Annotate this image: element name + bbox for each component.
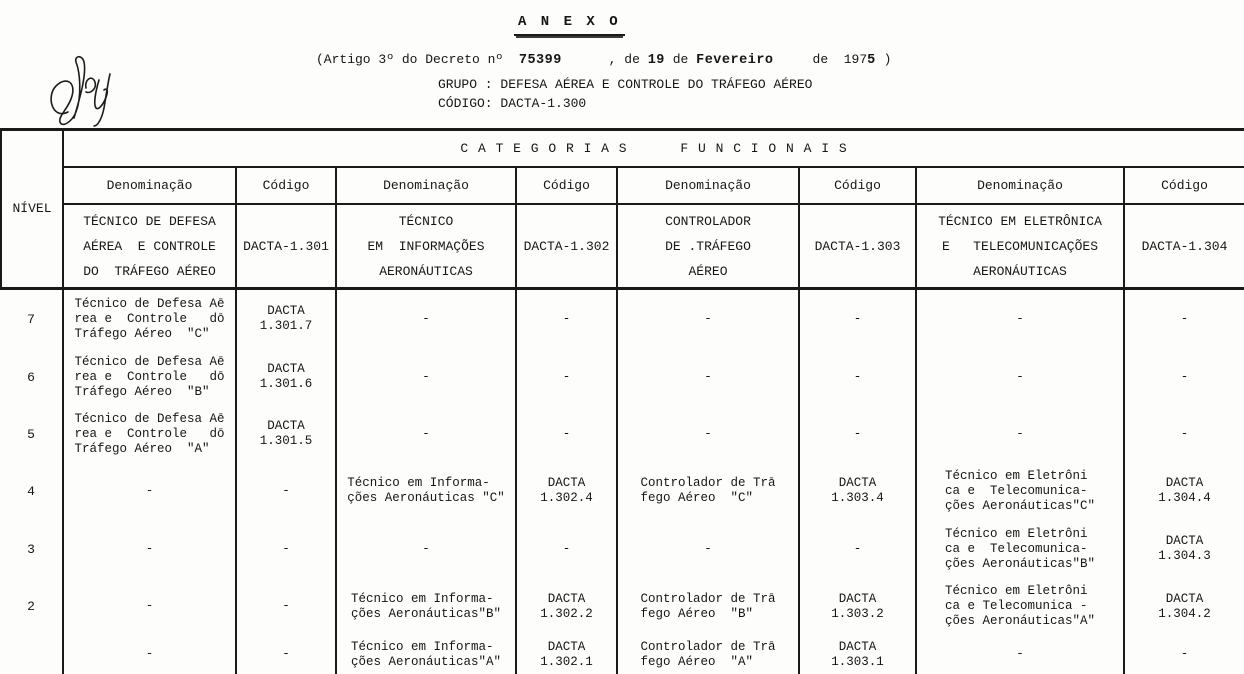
nivel-cell-text: 3 [27,541,35,557]
denomination-cell-text: Controlador de Trā fego Aéreo "B" [640,591,776,621]
denomination-cell-text: - [422,369,430,384]
artigo-preprinted-text: , de [561,52,648,67]
denomination-cell-text: - [1016,311,1024,326]
code-cell-text: DACTA 1.303.2 [831,591,884,621]
code-cell-text: - [562,541,571,556]
code-cell [800,635,917,674]
code-cell [800,406,917,462]
nivel-cell [0,635,64,674]
artigo-preprinted-text: ) [875,52,892,67]
nivel-cell-text: 4 [27,483,35,499]
code-cell-text: DACTA 1.302.1 [540,639,593,669]
nivel-cell [0,462,64,520]
group-code-cell-text: DACTA-1.303 [814,238,901,254]
denomination-cell [64,578,237,635]
denomination-cell-text: - [145,483,154,498]
group-denomination-cell [64,205,237,290]
denomination-cell-text: Técnico em Eletrôni ca e Telecomunica - ções Aeronáuticas"A" [944,584,1096,628]
denomination-cell [64,635,237,674]
artigo-preprinted-text: de [664,52,697,67]
group-code-cell-text: DACTA-1.301 [243,238,329,254]
code-cell [237,406,337,462]
artigo-line [316,52,891,68]
nivel-cell [0,578,64,635]
code-cell [517,348,618,406]
categorias-header-text: C A T E G O R I A S F U N C I O N A I S [460,141,848,156]
denomination-cell-text: Técnico em Eletrôni ca e Telecomunica- ções Aeronáuticas"B" [944,526,1096,571]
column-header-denominacao-text: Denominação [383,177,469,193]
code-cell [800,290,917,348]
denomination-cell-text: - [704,426,712,441]
code-cell-text: DACTA 1.304.4 [1158,476,1211,505]
categorias-table [0,128,1244,674]
code-cell-text: - [853,541,862,556]
denomination-cell [337,635,517,674]
code-cell [1125,520,1244,578]
denomination-cell [917,348,1125,406]
group-code-cell-text: DACTA-1.302 [523,238,610,254]
code-cell [1125,348,1244,406]
column-header-denominacao-text: Denominação [665,177,751,193]
code-cell [1125,635,1244,674]
denomination-cell [917,462,1125,520]
denomination-cell-text: Controlador de Trā fego Aéreo "A" [640,639,776,669]
code-cell-text: - [562,311,571,326]
denomination-cell [618,348,800,406]
denomination-cell [618,406,800,462]
denomination-cell [64,348,237,406]
code-cell [237,348,337,406]
artigo-filled-value: 75399 [518,53,562,68]
code-cell-text: DACTA 1.301.5 [259,419,313,448]
denomination-cell-text: Técnico de Defesa Aē rea e Controle dō Tráfego Aéreo "B" [74,354,225,399]
code-cell [517,520,618,578]
code-cell [237,578,337,635]
nivel-header-cell [0,131,64,290]
denomination-cell-text: - [145,541,154,556]
code-cell [1125,290,1244,348]
denomination-cell [618,290,800,348]
artigo-filled-value: Fevereiro [696,53,774,68]
code-cell-text: - [282,541,290,556]
group-denomination-cell-text: TÉCNICO DE DEFESA AÉREA E CONTROLE DO TRÁFEGO AÉREO [83,213,216,279]
code-cell-text: DACTA 1.304.3 [1158,534,1211,563]
denomination-cell-text: - [422,426,430,441]
code-cell-text: - [282,483,290,498]
denomination-cell-text: - [422,311,430,326]
code-cell-text: DACTA 1.302.4 [540,476,593,505]
nivel-cell [0,348,64,406]
denomination-cell-text: - [704,541,712,556]
column-header-codigo-text: Código [262,177,310,193]
denomination-cell [337,348,517,406]
grupo-line: GRUPO : DEFESA AÉREA E CONTROLE DO TRÁFEGO AÉREO [438,77,813,92]
code-cell [800,578,917,635]
column-header-denominacao [337,168,517,205]
column-header-codigo [237,168,337,205]
group-denomination-cell-text: TÉCNICO EM INFORMAÇÕES AERONÁUTICAS [367,213,485,279]
code-cell [517,635,618,674]
nivel-header-cell-text: NÍVEL [12,201,52,216]
code-cell [517,462,618,520]
code-cell-text: - [562,426,571,441]
column-header-codigo [517,168,618,205]
page-title: A N E X O [514,14,625,36]
denomination-cell [64,462,237,520]
group-code-cell-text: DACTA-1.304 [1141,238,1228,254]
denomination-cell [917,290,1125,348]
code-cell [800,520,917,578]
denomination-cell-text: Técnico em Eletrôni ca e Telecomunica- ções Aeronáuticas"C" [944,468,1096,513]
code-cell-text: - [853,311,862,326]
group-code-cell [517,205,618,290]
code-cell-text: - [853,369,862,384]
code-cell-text: - [1180,311,1189,326]
column-header-denominacao [618,168,800,205]
column-header-codigo [800,168,917,205]
denomination-cell-text: - [1016,426,1024,441]
code-cell [517,406,618,462]
group-denomination-cell-text: TÉCNICO EM ELETRÔNICA E TELECOMUNICAÇÕES AERONÁUTICAS [938,213,1102,279]
group-code-cell [237,205,337,290]
nivel-cell-text: 7 [27,311,35,327]
code-cell-text: DACTA 1.304.2 [1158,591,1211,621]
denomination-cell-text: Controlador de Trā fego Aéreo "C" [640,476,776,505]
group-denomination-cell [917,205,1125,290]
artigo-filled-value: 19 [647,53,665,68]
denomination-cell [337,406,517,462]
denomination-cell [337,290,517,348]
code-cell-text: DACTA 1.301.7 [259,304,313,333]
denomination-cell-text: Técnico em Informa- ções Aeronáuticas"B" [350,591,502,621]
denomination-cell [64,290,237,348]
artigo-preprinted-text: (Artigo 3º do Decreto nº [316,52,519,67]
code-cell [237,635,337,674]
artigo-preprinted-text: de 197 [773,52,868,67]
code-cell [800,462,917,520]
code-cell-text: - [1180,647,1189,661]
code-cell-text: - [562,369,571,384]
code-cell-text: DACTA 1.303.1 [831,639,884,669]
denomination-cell [337,462,517,520]
column-header-denominacao [917,168,1125,205]
denomination-cell-text: - [704,369,712,384]
denomination-cell-text: Técnico em Informa- ções Aeronáuticas"A" [350,639,502,669]
code-cell-text: - [1180,426,1189,441]
group-code-cell [800,205,917,290]
denomination-cell-text: - [422,541,430,556]
code-cell [1125,462,1244,520]
column-header-denominacao-text: Denominação [106,177,193,193]
denomination-cell-text: - [145,599,154,613]
code-cell [517,578,618,635]
column-header-codigo-text: Código [543,177,590,193]
nivel-cell-text: 5 [27,426,35,442]
denomination-cell-text: - [1016,647,1024,661]
denomination-cell [917,406,1125,462]
denomination-cell [337,520,517,578]
signature [46,52,126,130]
group-denomination-cell [337,205,517,290]
denomination-cell-text: Técnico em Informa- ções Aeronáuticas "C" [347,476,505,505]
code-cell [517,290,618,348]
code-cell-text: - [282,599,290,613]
group-code-cell [1125,205,1244,290]
code-cell [237,462,337,520]
code-cell [237,290,337,348]
denomination-cell-text: Técnico de Defesa Aē rea e Controle dō Tráfego Aéreo "A" [74,411,225,456]
artigo-filled-value: 5 [867,53,876,68]
denomination-cell [917,578,1125,635]
denomination-cell [618,462,800,520]
nivel-cell-text: 2 [27,599,35,614]
denomination-cell-text: - [1016,369,1024,384]
denomination-cell [618,578,800,635]
column-header-codigo [1125,168,1244,205]
denomination-cell-text: - [704,311,712,326]
denomination-cell [618,520,800,578]
denomination-cell [618,635,800,674]
code-cell-text: - [282,647,290,661]
column-header-denominacao-text: Denominação [977,177,1063,193]
nivel-cell [0,290,64,348]
denomination-cell [64,406,237,462]
denomination-cell [64,520,237,578]
code-cell-text: DACTA 1.303.4 [831,476,884,505]
denomination-cell [917,635,1125,674]
code-cell-text: - [853,426,862,441]
code-cell [1125,578,1244,635]
code-cell [800,348,917,406]
codigo-line: CÓDIGO: DACTA-1.300 [438,96,587,111]
denomination-cell [337,578,517,635]
categorias-header [64,131,1244,168]
code-cell [1125,406,1244,462]
nivel-cell [0,520,64,578]
nivel-cell-text: 6 [27,369,35,385]
column-header-codigo-text: Código [834,177,881,193]
code-cell [237,520,337,578]
column-header-denominacao [64,168,237,205]
group-denomination-cell-text: CONTROLADOR DE .TRÁFEGO AÉREO [665,213,751,279]
denomination-cell [917,520,1125,578]
nivel-cell [0,406,64,462]
denomination-cell-text: Técnico de Defesa Aē rea e Controle dō Tráfego Aéreo "C" [74,296,225,341]
code-cell-text: - [1180,369,1189,384]
denomination-cell-text: - [145,647,154,661]
code-cell-text: DACTA 1.301.6 [259,362,313,391]
group-denomination-cell [618,205,800,290]
column-header-codigo-text: Código [1161,177,1208,193]
code-cell-text: DACTA 1.302.2 [540,591,593,621]
